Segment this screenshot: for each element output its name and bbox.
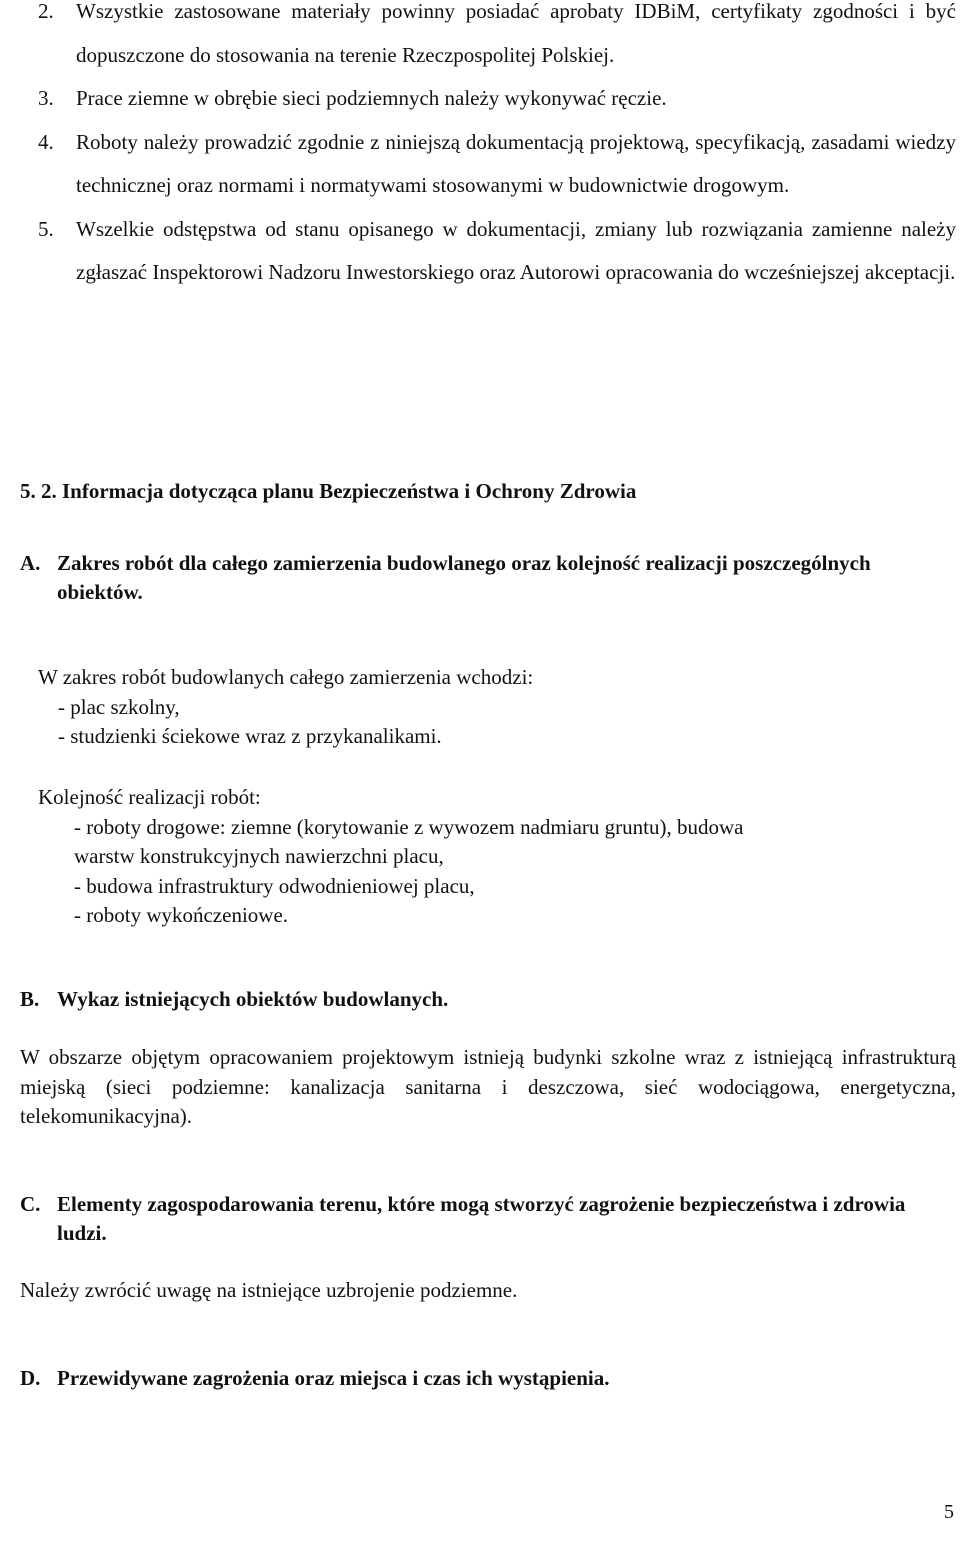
list-number: 5. — [38, 216, 54, 241]
order-block — [38, 783, 743, 931]
section-heading: 5. 2. Informacja dotycząca planu Bezpieczeństwa i Ochrony Zdrowia — [20, 479, 637, 503]
section-a-heading — [20, 549, 920, 607]
list-text: Wszelkie odstępstwa od stanu opisanego w dokumentacji, zmiany lub rozwiązania zamienne należy zgłaszać Inspektorowi Nadzoru Inwestorskiego oraz Autorowi opracowania do wcześniejszej akceptacji. — [76, 216, 956, 284]
order-item-continuation: warstw konstrukcyjnych nawierzchni placu, — [74, 844, 444, 868]
section-d-heading — [20, 1364, 920, 1393]
section-d-letter: D. — [20, 1366, 41, 1390]
section-d-title: Przewidywane zagrożenia oraz miejsca i czas ich wystąpienia. — [57, 1366, 610, 1390]
section-a-letter: A. — [20, 551, 41, 575]
order-intro: Kolejność realizacji robót: — [38, 785, 261, 809]
list-number: 3. — [38, 86, 54, 110]
list-text: Roboty należy prowadzić zgodnie z niniejszą dokumentacją projektową, specyfikacją, zasadami wiedzy technicznej oraz normami i normatywami stosowanymi w budownictwie drogowym. — [76, 129, 956, 197]
list-text: Prace ziemne w obrębie sieci podziemnych należy wykonywać ręczie. — [76, 86, 667, 110]
scope-block — [38, 663, 533, 752]
scope-item: - plac szkolny, — [58, 694, 180, 719]
section-b-title: Wykaz istniejących obiektów budowlanych. — [57, 987, 449, 1011]
list-number: 4. — [38, 129, 54, 154]
list-item-5 — [38, 208, 956, 295]
section-c-heading — [20, 1190, 920, 1248]
list-number: 2. — [38, 0, 54, 23]
section-c-letter: C. — [20, 1192, 41, 1216]
section-b-letter: B. — [20, 987, 40, 1011]
scope-item: - studzienki ściekowe wraz z przykanalikami. — [58, 724, 442, 748]
page-number: 5 — [944, 1501, 954, 1523]
list-item-3 — [38, 77, 956, 121]
order-item: - roboty wykończeniowe. — [74, 903, 289, 927]
section-a-title: Zakres robót dla całego zamierzenia budowlanego oraz kolejność realizacji poszczególnych obiektów. — [57, 551, 871, 604]
list-text: Wszystkie zastosowane materiały powinny posiadać aprobaty IDBiM, certyfikaty zgodności i być dopuszczone do stosowania na terenie Rzeczpospolitej Polskiej. — [76, 0, 956, 67]
list-item-4 — [38, 121, 956, 208]
section-c-title: Elementy zagospodarowania terenu, które mogą stworzyć zagrożenie bezpieczeństwa i zdrowia ludzi. — [57, 1192, 906, 1245]
order-item: - budowa infrastruktury odwodnieniowej placu, — [74, 873, 475, 898]
section-c-text: Należy zwrócić uwagę na istniejące uzbrojenie podziemne. — [20, 1278, 518, 1302]
list-item-2 — [38, 0, 956, 77]
section-b-text: W obszarze objętym opracowaniem projektowym istnieją budynki szkolne wraz z istniejącą infrastrukturą miejską (sieci podziemne: kanalizacja sanitarna i deszczowa, sieć wodociągowa, energetyczna, telekomunikacyjna). — [20, 1045, 956, 1128]
numbered-list — [38, 0, 956, 295]
section-b-heading — [20, 985, 920, 1014]
scope-intro: W zakres robót budowlanych całego zamierzenia wchodzi: — [38, 665, 534, 689]
order-item: - roboty drogowe: ziemne (korytowanie z wywozem nadmiaru gruntu), budowa — [74, 814, 744, 839]
